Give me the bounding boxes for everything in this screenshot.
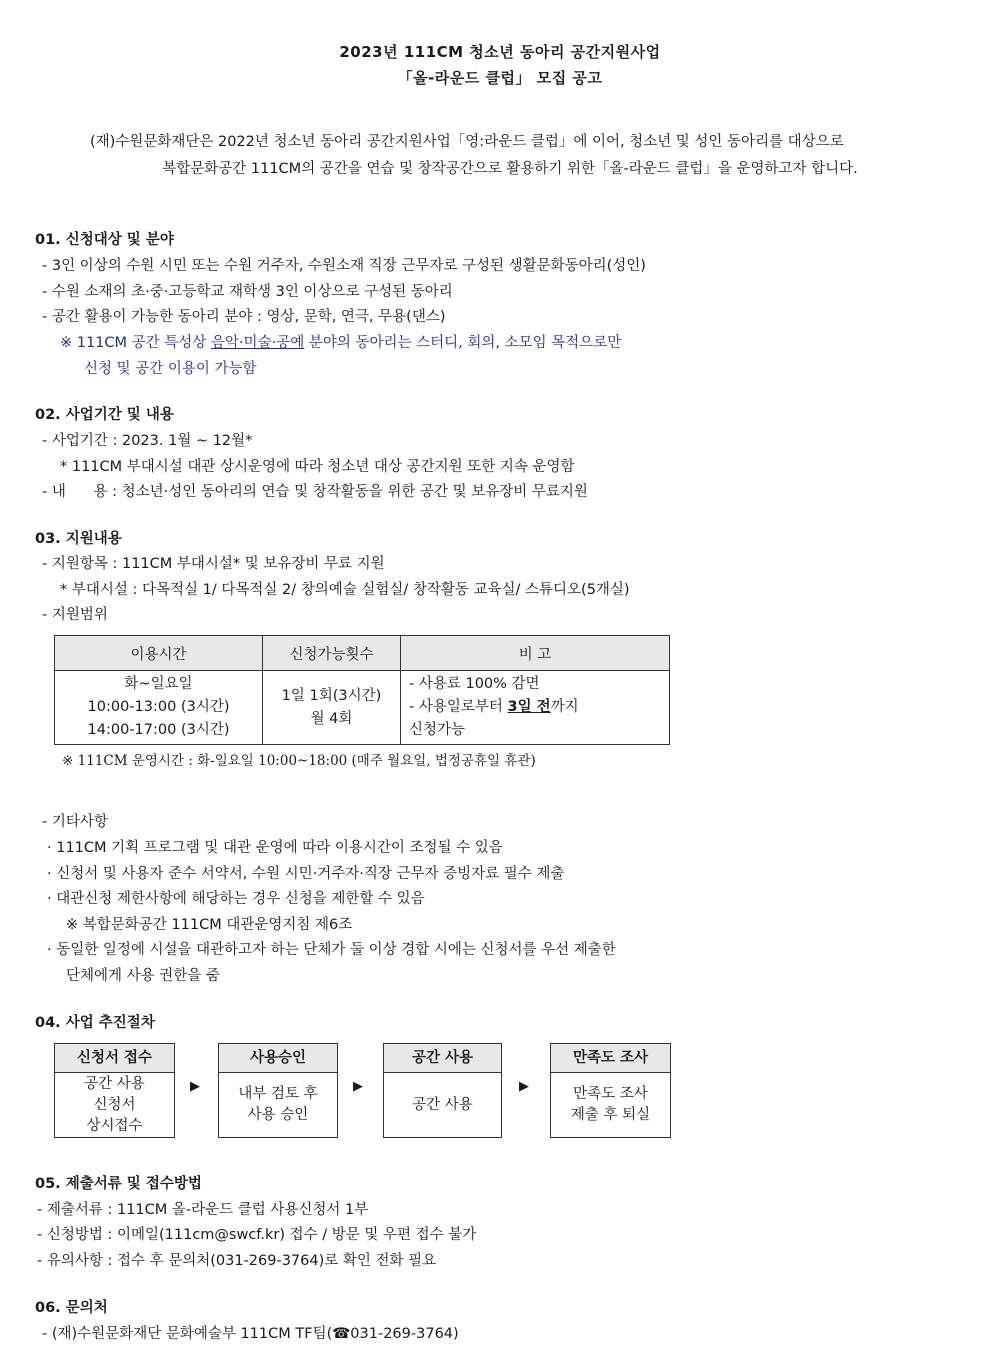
- etc-note: ※ 복합문화공간 111CM 대관운영지침 제6조: [66, 917, 353, 933]
- section-06-heading: 06. 문의처: [35, 1300, 108, 1316]
- section-03-item1: - 지원항목 : 111CM 부대시설* 및 보유장비 무료 지원: [42, 556, 385, 572]
- step-line: 사용 승인: [247, 1107, 309, 1123]
- operating-hours-note: ※ 111CM 운영시간 : 화-일요일 10:00~18:00 (매주 월요일, 법정공휴일 휴관): [62, 753, 536, 769]
- table-header: 신청가능횟수: [263, 636, 401, 671]
- process-step-apply: [54, 1043, 175, 1138]
- section-03-item1-note: * 부대시설 : 다목적실 1/ 다목적실 2/ 창의예술 실험실/ 창작활동 교육실/ 스튜디오(5개실): [60, 582, 630, 598]
- arrow-right-icon: ▶: [190, 1079, 200, 1094]
- step-line: 내부 검토 후: [238, 1086, 318, 1102]
- process-step-approval: [218, 1043, 338, 1138]
- section-02-content: - 내 용 : 청소년·성인 동아리의 연습 및 창작활동을 위한 공간 및 보유장비 무료지원: [42, 484, 588, 500]
- remarks-cell: [401, 671, 670, 745]
- step-body: [55, 1073, 174, 1137]
- section-01-heading: 01. 신청대상 및 분야: [35, 232, 174, 248]
- note-suffix: 분야의 동아리는 스터디, 회의, 소모임 목적으로만: [304, 335, 622, 351]
- section-02-period: - 사업기간 : 2023. 1월 ~ 12월*: [42, 433, 253, 449]
- section-01-note-line2: 신청 및 공간 이용이 가능함: [84, 361, 257, 377]
- section-03-item2: - 지원범위: [42, 607, 108, 623]
- step-title: 신청서 접수: [55, 1044, 174, 1073]
- application-count-cell: [263, 671, 401, 745]
- remark-fee: - 사용료 100% 감면: [409, 676, 540, 692]
- count-per-day: 1일 1회(3시간): [281, 687, 382, 704]
- remark-apply: 신청가능: [409, 722, 466, 738]
- table-header: 이용시간: [55, 636, 263, 671]
- section-05-item: - 제출서류 : 111CM 올-라운드 클럽 사용신청서 1부: [37, 1202, 369, 1218]
- section-02-heading: 02. 사업기간 및 내용: [35, 407, 174, 423]
- step-line: 공간 사용: [84, 1075, 145, 1092]
- step-line: 신청서: [93, 1096, 136, 1113]
- remark-deadline: [409, 696, 669, 719]
- intro-line1: (재)수원문화재단은 2022년 청소년 동아리 공간지원사업「영:라운드 클럽」에 이어, 청소년 및 성인 동아리를 대상으로: [90, 134, 844, 150]
- intro-paragraph: [60, 129, 960, 183]
- step-body: [384, 1073, 501, 1137]
- intro-line2: 복합문화공간 111CM의 공간을 연습 및 창작공간으로 활용하기 위한「올-라운드 클럽」을 운영하고자 합니다.: [162, 161, 858, 177]
- arrow-right-icon: ▶: [353, 1079, 363, 1094]
- section-01-item: - 수원 소재의 초·중·고등학교 재학생 3인 이상으로 구성된 동아리: [42, 284, 453, 300]
- etc-item-continued: 단체에게 사용 권한을 줌: [66, 968, 220, 984]
- table-row: [55, 671, 670, 745]
- etc-item: · 대관신청 제한사항에 해당하는 경우 신청을 제한할 수 있음: [47, 891, 425, 907]
- remark-deadline-prefix: - 사용일로부터: [409, 699, 508, 715]
- count-per-month: 월 4회: [310, 710, 353, 727]
- step-line: 공간 사용: [412, 1096, 473, 1113]
- etc-heading: - 기타사항: [42, 814, 108, 830]
- step-line: 상시접수: [86, 1117, 143, 1134]
- document-title-line2: 「올-라운드 클럽」 모집 공고: [397, 69, 603, 87]
- etc-item: · 동일한 일정에 시설을 대관하고자 하는 단체가 둘 이상 경합 시에는 신청서를 우선 제출한: [47, 942, 616, 958]
- etc-item: · 111CM 기획 프로그램 및 대관 운영에 따라 이용시간이 조정될 수 있음: [47, 840, 503, 856]
- support-range-table: [54, 635, 670, 745]
- usage-time-cell: [55, 671, 263, 745]
- remark-deadline-days: 3일 전: [507, 699, 551, 715]
- arrow-right-icon: ▶: [519, 1079, 529, 1094]
- process-step-survey: [550, 1043, 671, 1138]
- step-title: 만족도 조사: [551, 1044, 670, 1073]
- step-title: 사용승인: [219, 1044, 337, 1073]
- note-underlined-fields: 음악·미술·공예: [210, 335, 305, 351]
- process-step-use: [383, 1043, 502, 1138]
- note-prefix: ※ 111CM 공간 특성상: [60, 335, 211, 351]
- step-body: [551, 1073, 670, 1137]
- section-05-item: - 유의사항 : 접수 후 문의처(031-269-3764)로 확인 전화 필요: [37, 1253, 437, 1269]
- document-title-line1: 2023년 111CM 청소년 동아리 공간지원사업: [339, 43, 661, 61]
- step-body: [219, 1073, 337, 1137]
- table-header-row: [55, 636, 670, 671]
- usage-days: 화~일요일: [124, 676, 193, 692]
- section-01-item: - 3인 이상의 수원 시민 또는 수원 거주자, 수원소재 직장 근무자로 구성된 생활문화동아리(성인): [42, 258, 646, 274]
- usage-slot-morning: 10:00-13:00 (3시간): [87, 699, 230, 715]
- table-header: 비 고: [401, 636, 670, 671]
- step-line: 만족도 조사: [573, 1086, 648, 1102]
- etc-item: · 신청서 및 사용자 준수 서약서, 수원 시민·거주자·직장 근무자 증빙자료 필수 제출: [47, 866, 565, 882]
- section-01-item: - 공간 활용이 가능한 동아리 분야 : 영상, 문학, 연극, 무용(댄스): [42, 309, 446, 325]
- section-01-note: [60, 331, 621, 352]
- section-05-heading: 05. 제출서류 및 접수방법: [35, 1176, 202, 1192]
- step-line: 제출 후 퇴실: [570, 1107, 651, 1123]
- remark-deadline-suffix: 까지: [550, 699, 579, 715]
- section-04-heading: 04. 사업 추진절차: [35, 1015, 155, 1031]
- step-title: 공간 사용: [384, 1044, 501, 1073]
- section-03-heading: 03. 지원내용: [35, 531, 122, 547]
- section-06-contact: - (재)수원문화재단 문화예술부 111CM TF팀(☎031-269-3764): [42, 1326, 459, 1342]
- section-05-item: - 신청방법 : 이메일(111cm@swcf.kr) 접수 / 방문 및 우편 접수 불가: [37, 1227, 477, 1243]
- usage-slot-afternoon: 14:00-17:00 (3시간): [87, 722, 230, 738]
- section-02-period-note: * 111CM 부대시설 대관 상시운영에 따라 청소년 대상 공간지원 또한 지속 운영함: [60, 459, 575, 475]
